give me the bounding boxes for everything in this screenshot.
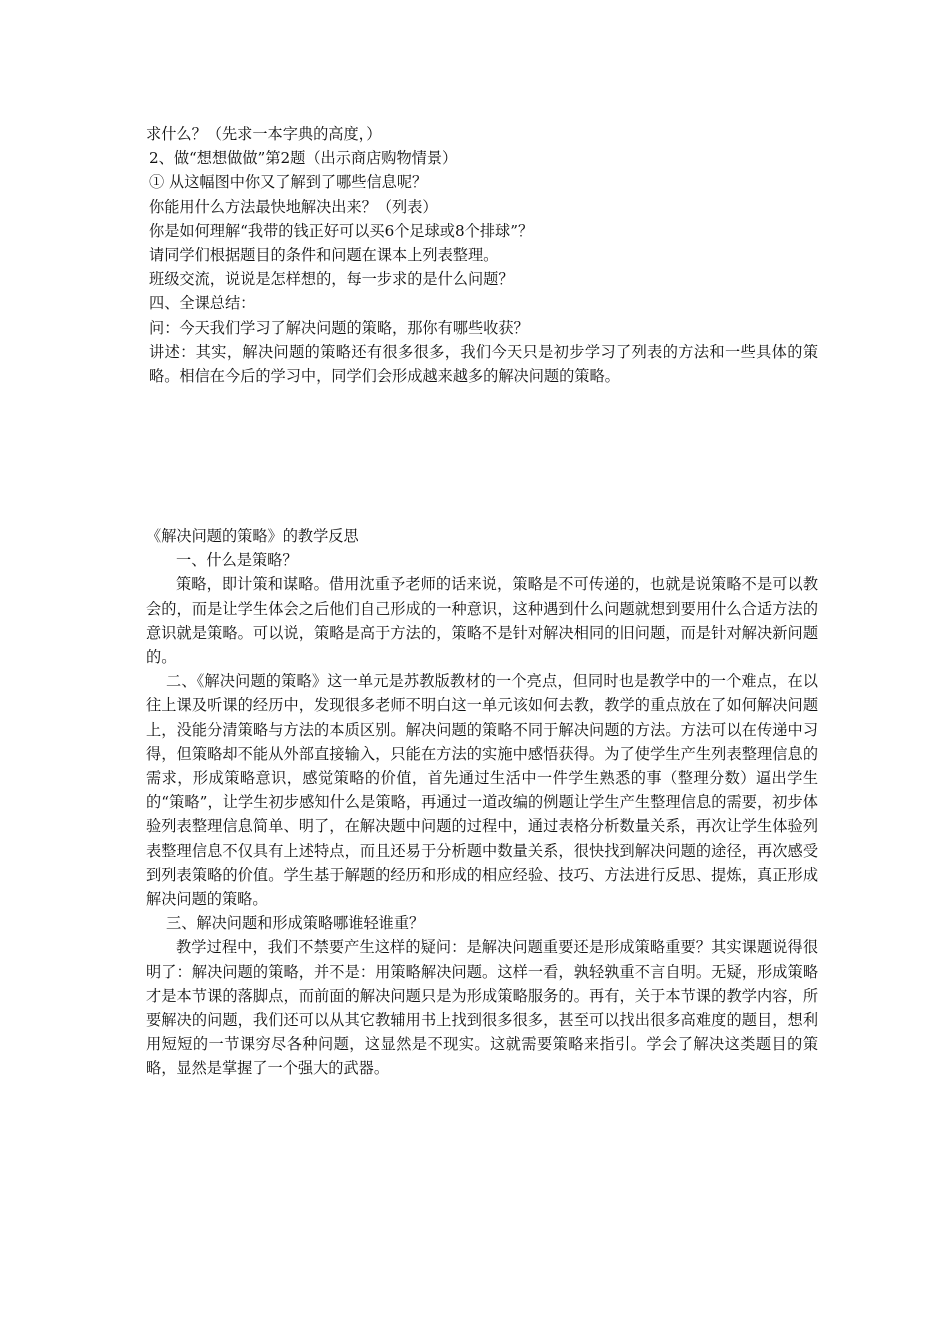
- text-line: 请同学们根据题目的条件和问题在课本上列表整理。: [149, 246, 499, 265]
- lesson-plan-section: [146, 122, 818, 388]
- section-heading: 一、什么是策略？: [176, 551, 298, 570]
- body-paragraph: 策略，即计策和谋略。借用沈重予老师的话来说，策略是不可传递的，也就是说策略不是可以教会的，而是让学生体会之后他们自己形成的一种意识，这种遇到什么问题就想到要用什么合适方法的意识就是策略。可以说，策略是高于方法的，策略不是针对解决相同的旧问题，而是针对解决新问题的。: [146, 575, 818, 667]
- section-heading: 三、解决问题和形成策略哪谁轻谁重？: [166, 914, 425, 933]
- section-heading: 四、全课总结：: [149, 294, 256, 313]
- reflection-section: [146, 524, 818, 1081]
- body-paragraph: 教学过程中，我们不禁要产生这样的疑问：是解决问题重要还是形成策略重要？其实课题说得很明了：解决问题的策略，并不是：用策略解决问题。这样一看，孰轻孰重不言自明。无疑，形成策略才是本节课的落脚点，而前面的解决问题只是为形成策略服务的。再有，关于本节课的教学内容，所要解决的问题，我们还可以从其它教辅用书上找到很多很多，甚至可以找出很多高难度的题目，想利用短短的一节课穷尽各种问题，这显然是不现实。这就需要策略来指引。学会了解决这类题目的策略，显然是掌握了一个强大的武器。: [146, 938, 818, 1078]
- document-title: 《解决问题的策略》的教学反思: [146, 527, 359, 545]
- text-line: 你能用什么方法最快地解决出来？（列表）: [149, 197, 438, 216]
- text-line: 求什么？（先求一本字典的高度，）: [146, 125, 382, 143]
- text-line: 问：今天我们学习了解决问题的策略，那你有哪些收获？: [149, 318, 529, 337]
- text-line: 2、做“想想做做”第2题（出示商店购物情景）: [149, 149, 458, 168]
- text-line: 班级交流，说说是怎样想的，每一步求的是什么问题？: [149, 270, 514, 289]
- text-line: 你是如何理解“我带的钱正好可以买6个足球或8个排球”？: [149, 221, 534, 240]
- summary-paragraph: 讲述：其实，解决问题的策略还有很多很多，我们今天只是初步学习了列表的方法和一些具体的策略。相信在今后的学习中，同学们会形成越来越多的解决问题的策略。: [149, 342, 818, 386]
- text-line: ① 从这幅图中你又了解到了哪些信息呢？: [149, 173, 428, 192]
- body-paragraph: 二、《解决问题的策略》这一单元是苏教版教材的一个亮点，但同时也是教学中的一个难点，在以往上课及听课的经历中，发现很多老师不明白这一单元该如何去教，教学的重点放在了如何解决问题上，没能分清策略与方法的本质区别。解决问题的策略不同于解决问题的方法。方法可以在传递中习得，但策略却不能从外部直接输入，只能在方法的实施中感悟获得。为了使学生产生列表整理信息的需求，形成策略意识，感觉策略的价值，首先通过生活中一件学生熟悉的事（整理分数）逼出学生的“策略”，让学生初步感知什么是策略，再通过一道改编的例题让学生产生整理信息的需要，初步体验列表整理信息简单、明了，在解决题中问题的过程中，通过表格分析数量关系，再次让学生体验列表整理信息不仅具有上述特点，而且还易于分析题中数量关系，很快找到解决问题的途径，再次感受到列表策略的价值。学生基于解题的经历和形成的相应经验、技巧、方法进行反思、提炼，真正形成解决问题的策略。: [146, 672, 818, 909]
